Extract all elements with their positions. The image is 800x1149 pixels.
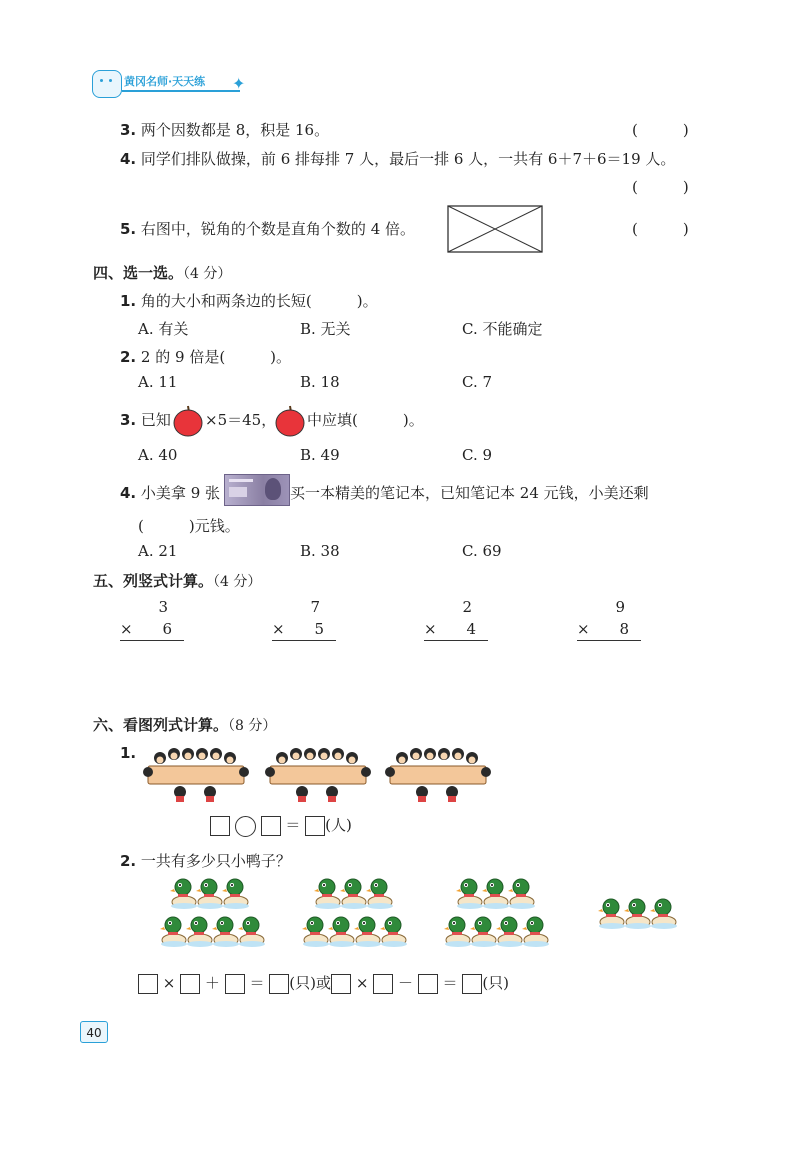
equation-row-1 — [210, 814, 352, 837]
duck-icon — [470, 914, 498, 948]
answer-paren[interactable]: ( ) — [632, 121, 689, 139]
option-c[interactable]: C. 不能确定 — [462, 320, 543, 338]
duck-icon — [212, 914, 240, 948]
banknote-image — [224, 474, 290, 506]
option-c[interactable]: C. 9 — [462, 446, 493, 464]
duck-icon — [456, 876, 484, 910]
duck-icon — [160, 914, 188, 948]
question-text: 中应填( )。 — [307, 411, 424, 429]
apple-icon — [172, 402, 204, 438]
option-b[interactable]: B. 18 — [300, 373, 340, 391]
judge-item-5: 5. 右图中，锐角的个数是直角个数的 4 倍。 — [120, 220, 416, 238]
option-a[interactable]: A. 40 — [138, 446, 178, 464]
duck-icon — [302, 914, 330, 948]
operator-circle[interactable] — [235, 816, 256, 837]
picture-question-2: 2. 一共有多少只小鸭子？ — [120, 852, 291, 870]
answer-box[interactable] — [138, 974, 158, 994]
duck-icon — [624, 896, 652, 930]
duck-icon — [196, 876, 224, 910]
equals-sign: ＝ — [442, 974, 458, 992]
header — [92, 68, 252, 100]
duck-icon — [366, 876, 394, 910]
answer-box[interactable] — [225, 974, 245, 994]
classroom-table-image — [382, 740, 494, 802]
question-text: 买一本精美的笔记本，已知笔记本 24 元钱，小美还剩 — [290, 484, 649, 502]
vertical-multiplication[interactable]: 9 × 8 — [577, 598, 641, 646]
classroom-table-image — [262, 740, 374, 802]
section-4-title: 四、选一选。（4 分） — [93, 264, 232, 282]
section-6-title: 六、看图列式计算。（8 分） — [93, 716, 277, 734]
page-number: 40 — [86, 1026, 102, 1040]
judge-item-4: 4. 同学们排队做操，前 6 排每排 7 人，最后一排 6 人，一共有 6＋7＋6＝19 人。 — [120, 150, 676, 168]
equals-sign: ＝ — [285, 816, 301, 834]
answer-paren[interactable]: ( ) — [632, 178, 689, 196]
section-5-title: 五、列竖式计算。（4 分） — [93, 572, 262, 590]
duck-icon — [522, 914, 550, 948]
bear-logo — [92, 70, 122, 98]
equals-sign: ＝ — [249, 974, 265, 992]
option-a[interactable]: A. 有关 — [138, 320, 189, 338]
question-number: 1. — [120, 744, 137, 762]
answer-box[interactable] — [331, 974, 351, 994]
vertical-multiplication[interactable]: 7 × 5 — [272, 598, 336, 646]
rectangle-diagonals-figure — [447, 205, 543, 253]
option-b[interactable]: B. 49 — [300, 446, 340, 464]
judge-item-3: 3. 两个因数都是 8，积是 16。 — [120, 121, 330, 139]
option-b[interactable]: B. 38 — [300, 542, 340, 560]
times-sign: × — [162, 974, 176, 992]
answer-box[interactable] — [180, 974, 200, 994]
header-brand: 黄冈名师·天天练 — [124, 75, 206, 88]
star-icon: ✦ — [232, 74, 246, 93]
duck-icon — [380, 914, 408, 948]
answer-paren[interactable]: ( ) — [632, 220, 689, 238]
option-a[interactable]: A. 11 — [138, 373, 178, 391]
answer-box[interactable] — [373, 974, 393, 994]
duck-icon — [354, 914, 382, 948]
answer-box[interactable] — [261, 816, 281, 836]
header-underline — [122, 90, 240, 92]
duck-icon — [444, 914, 472, 948]
duck-icon — [314, 876, 342, 910]
unit-label: (只) — [289, 974, 317, 992]
vertical-multiplication[interactable]: 2 × 4 — [424, 598, 488, 646]
vertical-multiplication[interactable]: 3 × 6 — [120, 598, 184, 646]
duck-icon — [170, 876, 198, 910]
option-c[interactable]: C. 69 — [462, 542, 502, 560]
answer-box[interactable] — [305, 816, 325, 836]
unit-label: (只) — [482, 974, 510, 992]
apple-icon — [274, 402, 306, 438]
choice-question-4: 4. 小美拿 9 张 — [120, 484, 221, 502]
duck-icon — [340, 876, 368, 910]
choice-question-3: 3. 已知 — [120, 411, 171, 429]
question-text-line2: ( )元钱。 — [138, 517, 240, 535]
unit-label: (人) — [325, 816, 352, 834]
duck-icon — [650, 896, 678, 930]
equation-text: ×5＝45， — [205, 411, 277, 429]
duck-icon — [482, 876, 510, 910]
choice-question-2: 2. 2 的 9 倍是( )。 — [120, 348, 292, 366]
duck-icon — [496, 914, 524, 948]
plus-sign: ＋ — [204, 974, 220, 992]
duck-icon — [222, 876, 250, 910]
choice-question-1: 1. 角的大小和两条边的长短( )。 — [120, 292, 378, 310]
answer-box[interactable] — [462, 974, 482, 994]
option-c[interactable]: C. 7 — [462, 373, 493, 391]
duck-icon — [598, 896, 626, 930]
answer-box[interactable] — [269, 974, 289, 994]
answer-box[interactable] — [210, 816, 230, 836]
page-number-badge — [80, 1021, 108, 1043]
answer-box[interactable] — [418, 974, 438, 994]
option-a[interactable]: A. 21 — [138, 542, 178, 560]
option-b[interactable]: B. 无关 — [300, 320, 351, 338]
minus-sign: － — [397, 974, 413, 992]
or-text: 或 — [316, 974, 332, 992]
duck-icon — [508, 876, 536, 910]
classroom-table-image — [140, 740, 252, 802]
times-sign: × — [355, 974, 369, 992]
duck-icon — [328, 914, 356, 948]
equation-row-2 — [138, 972, 509, 994]
duck-icon — [238, 914, 266, 948]
duck-icon — [186, 914, 214, 948]
